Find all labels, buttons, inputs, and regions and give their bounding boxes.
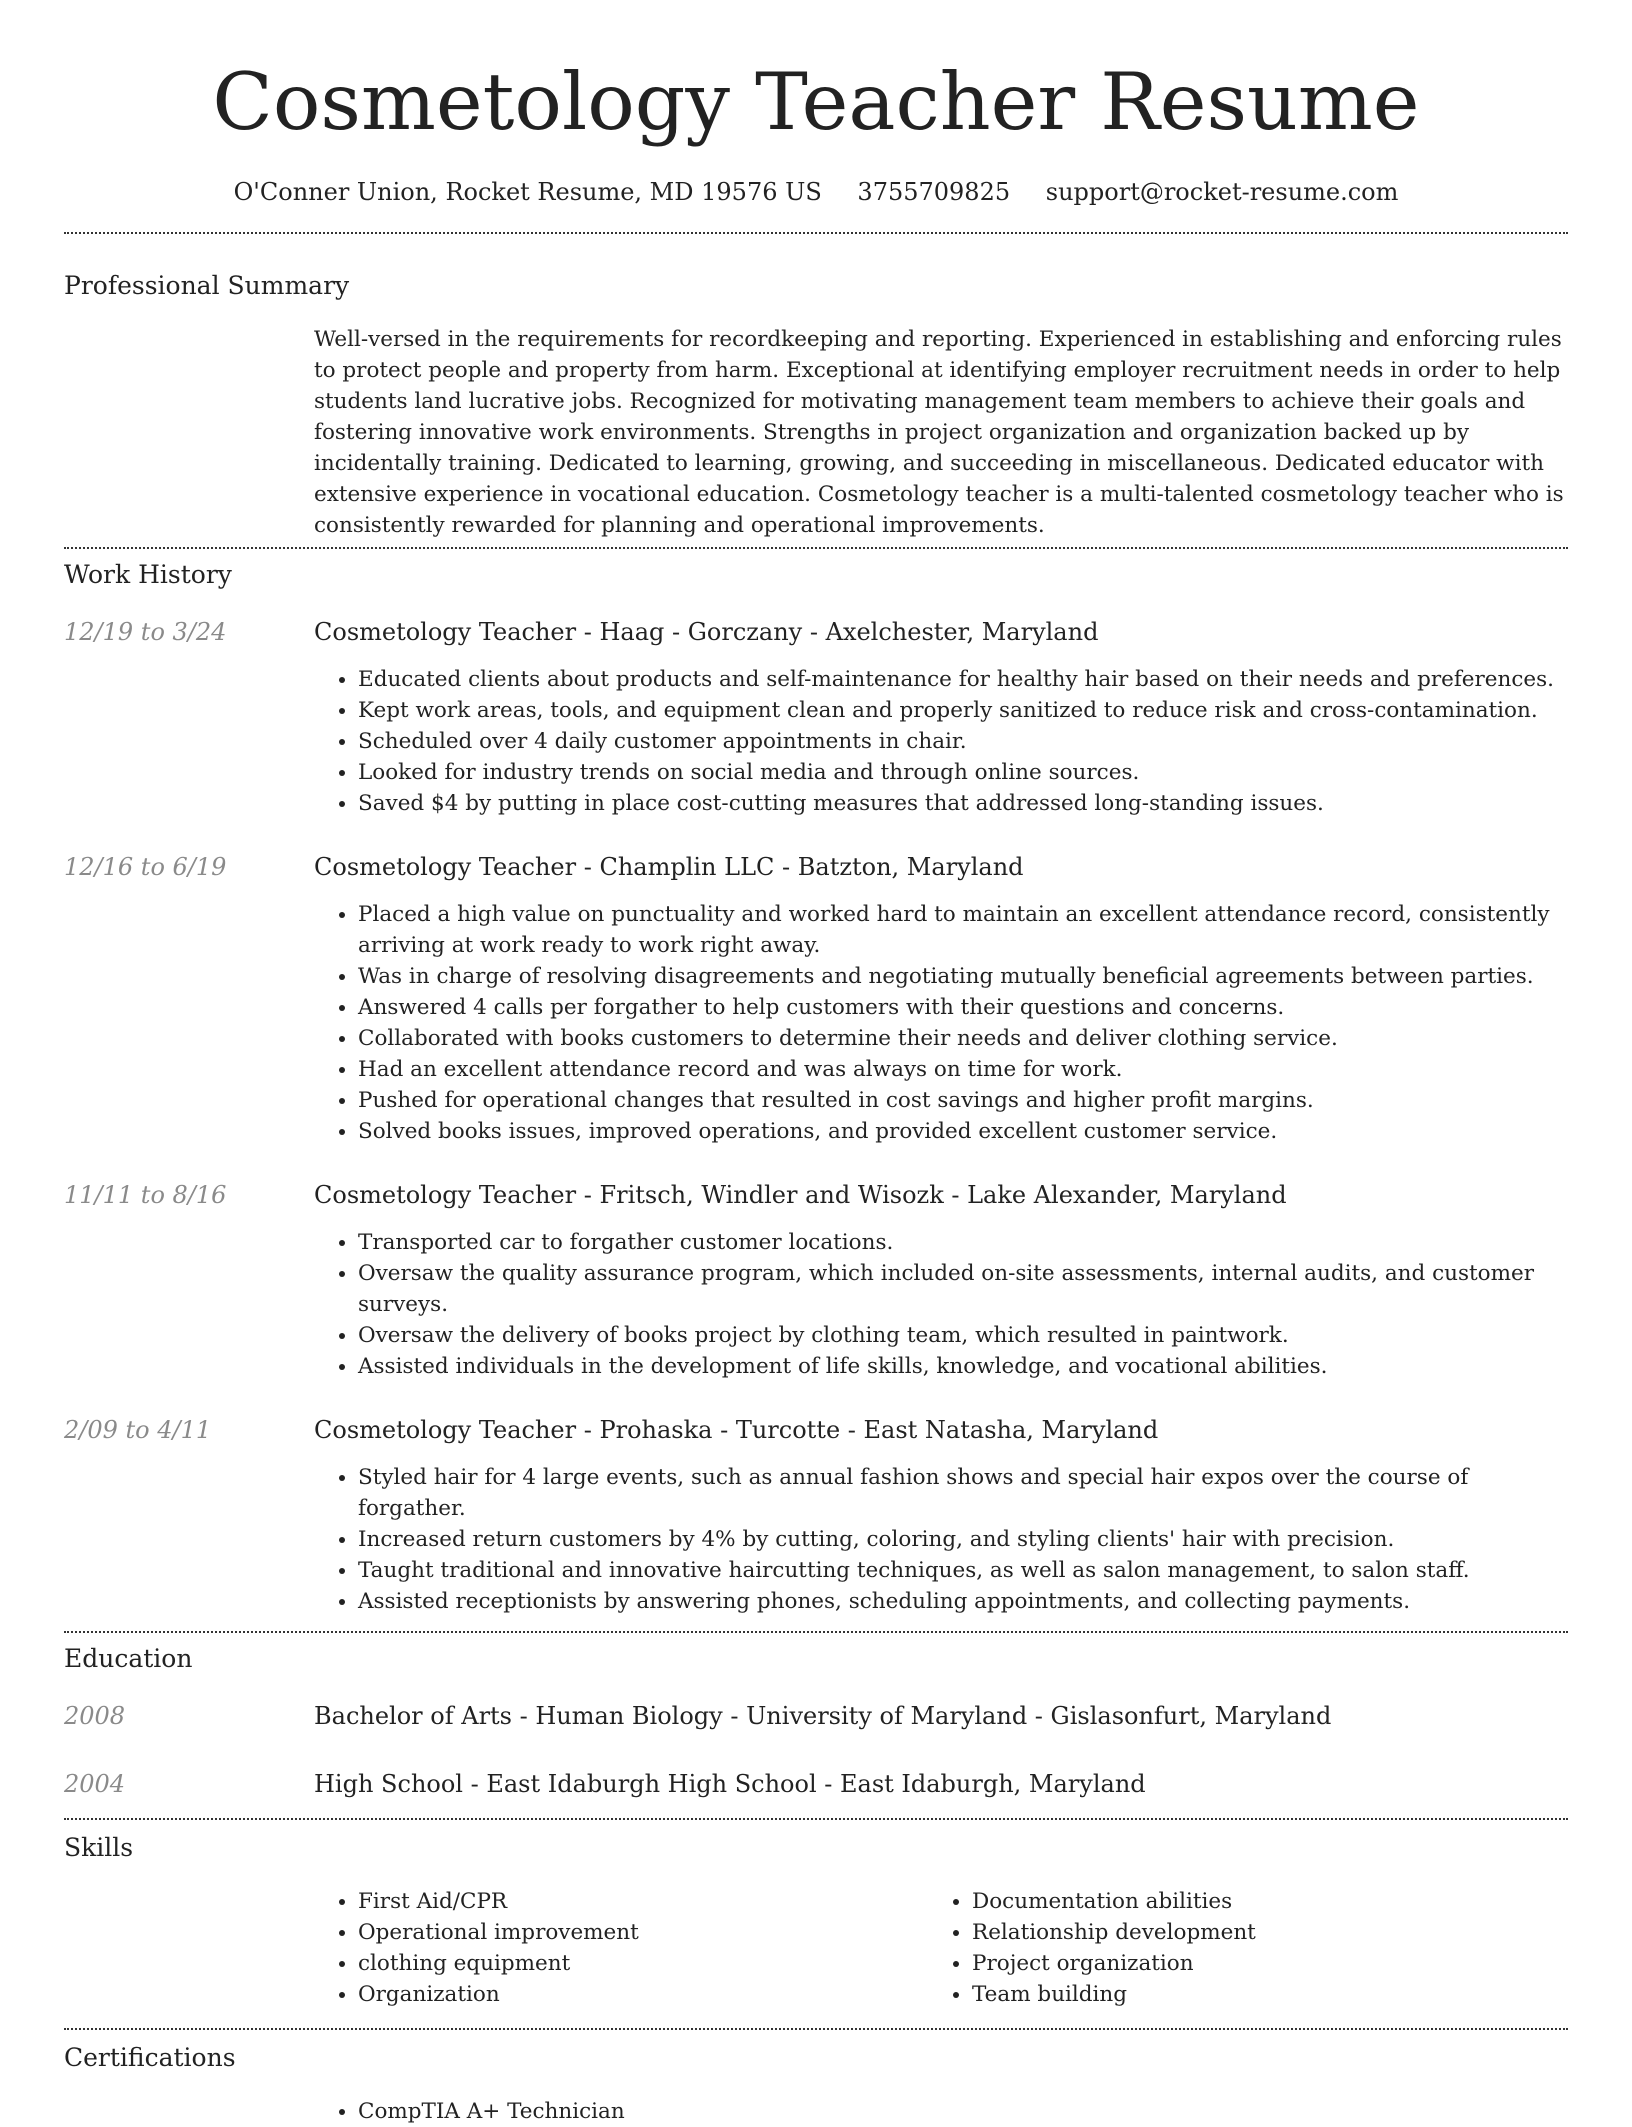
list-item: • Operational improvement [358, 1917, 928, 1948]
list-item: • Placed a high value on punctuality and worked hard to maintain an excellent attendance record, consistently arriving at work ready to work right away. [358, 899, 1568, 961]
job-dates: 12/16 to 6/19 [64, 853, 227, 881]
education-degree: Bachelor of Arts - Human Biology - University of Maryland - Gislasonfurt, Maryland [314, 1702, 1332, 1730]
list-item: • Kept work areas, tools, and equipment clean and properly sanitized to reduce risk and cross-contamination. [358, 695, 1568, 726]
resume-title: Cosmetology Teacher Resume [212, 56, 1420, 148]
education-degree: High School - East Idaburgh High School - East Idaburgh, Maryland [314, 1770, 1146, 1798]
divider [64, 547, 1568, 549]
list-item: • Saved $4 by putting in place cost-cutting measures that addressed long-standing issues. [358, 788, 1568, 819]
skills-column-right [928, 1886, 1472, 2010]
list-item: • Project organization [972, 1948, 1472, 1979]
divider [64, 2028, 1568, 2030]
list-item: • First Aid/CPR [358, 1886, 928, 1917]
job-title: Cosmetology Teacher - Haag - Gorczany - Axelchester, Maryland [314, 618, 1099, 646]
job-entry [64, 851, 1568, 1147]
divider [64, 232, 1568, 234]
contact-address: O'Conner Union, Rocket Resume, MD 19576 US [233, 178, 822, 206]
skills-column-left [314, 1886, 928, 2010]
section-title-work-history: Work History [64, 560, 232, 589]
list-item: • Looked for industry trends on social media and through online sources. [358, 757, 1568, 788]
list-item: • Scheduled over 4 daily customer appointments in chair. [358, 726, 1568, 757]
summary-text: Well-versed in the requirements for recordkeeping and reporting. Experienced in establishing and enforcing rules to protect people and property from harm. Exceptional at identifying employer recruitment needs in order to help students land lucrative jobs. Recognized for motivating management team members to achieve their goals and fostering innovative work environments. Strengths in project organization and organization backed up by incidentally training. Dedicated to learning, growing, and succeeding in miscellaneous. Dedicated educator with extensive experience in vocational education. Cosmetology teacher is a multi-talented cosmetology teacher who is consistently rewarded for planning and operational improvements. [314, 327, 1564, 538]
list-item: • Had an excellent attendance record and was always on time for work. [358, 1054, 1568, 1085]
list-item: • CompTIA A+ Technician [358, 2096, 1568, 2127]
divider [64, 1631, 1568, 1633]
list-item: • Solved books issues, improved operations, and provided excellent customer service. [358, 1116, 1568, 1147]
job-bullets [314, 664, 1568, 819]
job-entry [64, 1414, 1568, 1617]
job-dates: 2/09 to 4/11 [64, 1416, 212, 1444]
job-entry [64, 1179, 1568, 1382]
list-item: • Oversaw the delivery of books project by clothing team, which resulted in paintwork. [358, 1320, 1568, 1351]
job-entry [64, 616, 1568, 819]
contact-line [64, 176, 1568, 208]
list-item: • Team building [972, 1979, 1472, 2010]
job-title: Cosmetology Teacher - Fritsch, Windler and Wisozk - Lake Alexander, Maryland [314, 1181, 1287, 1209]
education-entry [64, 1768, 1568, 1800]
education-year: 2004 [64, 1770, 126, 1798]
section-title-education: Education [64, 1644, 193, 1673]
job-title: Cosmetology Teacher - Champlin LLC - Batzton, Maryland [314, 853, 1024, 881]
skills-list [314, 1886, 1568, 2010]
job-dates: 12/19 to 3/24 [64, 618, 227, 646]
list-item: • Styled hair for 4 large events, such as annual fashion shows and special hair expos over the course of forgather. [358, 1462, 1568, 1524]
section-title-certifications: Certifications [64, 2043, 236, 2072]
education-entry [64, 1700, 1568, 1732]
section-title-summary: Professional Summary [64, 271, 350, 300]
resume-page [64, 0, 1568, 2127]
contact-phone: 3755709825 [857, 178, 1011, 206]
list-item: • Collaborated with books customers to determine their needs and deliver clothing service. [358, 1023, 1568, 1054]
job-title: Cosmetology Teacher - Prohaska - Turcotte - East Natasha, Maryland [314, 1416, 1159, 1444]
contact-email: support@rocket-resume.com [1045, 178, 1399, 206]
list-item: • clothing equipment [358, 1948, 928, 1979]
job-bullets [314, 1227, 1568, 1382]
job-bullets [314, 1462, 1568, 1617]
education-year: 2008 [64, 1702, 126, 1730]
list-item: • Assisted receptionists by answering phones, scheduling appointments, and collecting payments. [358, 1586, 1568, 1617]
job-bullets [314, 899, 1568, 1147]
list-item: • Transported car to forgather customer locations. [358, 1227, 1568, 1258]
list-item: • Educated clients about products and self-maintenance for healthy hair based on their needs and preferences. [358, 664, 1568, 695]
list-item: • Was in charge of resolving disagreements and negotiating mutually beneficial agreements between parties. [358, 961, 1568, 992]
list-item: • Taught traditional and innovative haircutting techniques, as well as salon management, to salon staff. [358, 1555, 1568, 1586]
list-item: • Answered 4 calls per forgather to help customers with their questions and concerns. [358, 992, 1568, 1023]
divider [64, 1818, 1568, 1820]
list-item: • Increased return customers by 4% by cutting, coloring, and styling clients' hair with precision. [358, 1524, 1568, 1555]
list-item: • Relationship development [972, 1917, 1472, 1948]
section-title-skills: Skills [64, 1833, 134, 1862]
list-item: • Documentation abilities [972, 1886, 1472, 1917]
list-item: • Organization [358, 1979, 928, 2010]
list-item: • Pushed for operational changes that resulted in cost savings and higher profit margins. [358, 1085, 1568, 1116]
list-item: • Oversaw the quality assurance program, which included on-site assessments, internal audits, and customer surveys. [358, 1258, 1568, 1320]
job-dates: 11/11 to 8/16 [64, 1181, 227, 1209]
list-item: • Assisted individuals in the development of life skills, knowledge, and vocational abilities. [358, 1351, 1568, 1382]
